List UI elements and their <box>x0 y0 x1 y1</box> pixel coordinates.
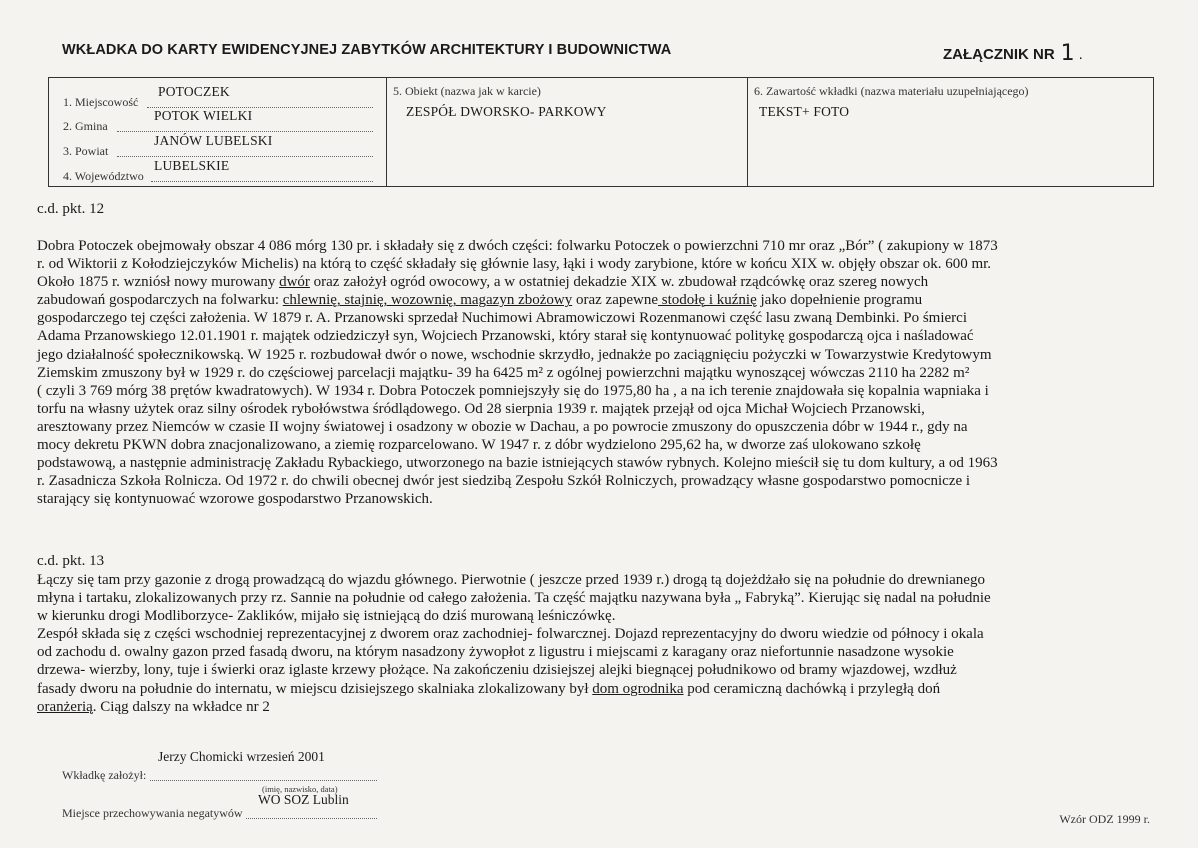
text-segment: jako dopełnienie programu <box>756 292 923 309</box>
text-segment: r. Zasadnicza Szkoła Rolnicza. Od 1972 r. do chwili obecnej dwór jest siedzibą Zespołu Szkół Rolniczych, prowadzący własne gospodarstwo pomocnicze i <box>37 473 971 490</box>
text-line <box>37 237 1155 255</box>
text-line <box>37 291 1155 309</box>
underlined-text: dom ogrodnika <box>592 680 684 697</box>
annex-suffix: . <box>1078 46 1083 63</box>
dotted-line <box>117 131 373 132</box>
object-label: 5. Obiekt (nazwa jak w karcie) <box>393 84 541 98</box>
text-segment: starający się kontynuować wzorowe gospodarstwo Przanowskich. <box>37 491 433 508</box>
text-segment: jego działalność społecznikowską. W 1925 r. rozbudował dwór o nowe, wschodnie skrzydło, jednakże po zaciągnięciu pożyczki w Towarzystwie Kredytowym <box>37 346 992 363</box>
text-segment: gospodarczego tej części założenia. W 1879 r. A. Przanowski sprzedał Nuchimowi Abramowiczowi Rozenmanowi część lasu zwaną Dembinki. Po śmierci <box>37 310 967 327</box>
field-gmina <box>63 110 373 134</box>
text-segment: . Ciąg dalszy na wkładce nr 2 <box>92 698 270 715</box>
underlined-text: stodołę i kuźnię <box>658 292 757 309</box>
text-segment: aresztowany przez Niemców w czasie II wojny światowej i osadzony w obozie w Dachau, a po powrocie zmuszony do opuszczenia dóbr w 1944 r., gdy na <box>37 418 968 435</box>
text-line <box>37 571 1155 589</box>
section-12-text <box>37 237 1155 508</box>
storage-dotted-line <box>246 818 377 819</box>
form-code: Wzór ODZ 1999 r. <box>1059 812 1150 826</box>
text-segment: r. od Wiktorii z Kołodziejczyków Michelis) na którą to część składały się głównie lasy, łąki i wody zarybione, które w końcu XIX w. objęły obszar ok. 600 mr. <box>37 256 992 273</box>
column-divider <box>747 78 748 186</box>
field-miejscowosc <box>63 86 373 110</box>
annex-heading <box>943 40 1083 65</box>
field-label: 2. Gmina <box>63 119 108 133</box>
text-segment: Około 1875 r. wzniósł nowy murowany <box>37 274 280 291</box>
storage-label: Miejsce przechowywania negatywów <box>62 806 243 820</box>
text-segment: Zespół składa się z części wschodniej reprezentacyjnej z dworem oraz zachodniej- folwarcznej. Dojazd reprezentacyjny do dworu wiedzie od północy i okala <box>37 626 984 643</box>
text-segment: oraz zapewne <box>572 292 659 309</box>
field-value: JANÓW LUBELSKI <box>154 133 273 148</box>
field-label: 4. Województwo <box>63 169 144 183</box>
text-line <box>37 472 1155 490</box>
text-segment: Ziemskim zmuszony był w 1929 r. do częściowej parcelacji majątku- 39 ha 6425 m² z ogólnej powierzchni majątku wynoszącej wówczas 2110 ha 2282 m² <box>37 364 970 381</box>
text-segment: torfu na własny użytek oraz silny ośrodek rybołówstwa śródlądowego. Od 28 sierpnia 1939 r. majątek przejął od ojca Michał Wojciech Przanowski, <box>37 400 925 417</box>
text-line <box>37 661 1155 679</box>
text-line <box>37 607 1155 625</box>
storage-value: WO SOZ Lublin <box>258 792 349 807</box>
field-wojewodztwo <box>63 160 373 184</box>
text-segment: drzewa- wierzby, lony, tuje i świerki oraz iglaste krzewy płożące. Na zakończeniu dzisiejszej alejki biegnącej południkowo od bramy wjazdowej, wzdłuż <box>37 662 957 679</box>
text-line <box>37 327 1155 345</box>
dotted-line <box>151 181 373 182</box>
field-value: POTOK WIELKI <box>154 108 253 123</box>
text-line <box>37 346 1155 364</box>
field-value: POTOCZEK <box>158 84 230 99</box>
text-segment: zabudowań gospodarczych na folwarku: <box>37 292 283 309</box>
field-label: 3. Powiat <box>63 144 109 158</box>
field-value: LUBELSKIE <box>154 158 230 173</box>
text-line <box>37 400 1155 418</box>
section-13-heading: c.d. pkt. 13 <box>37 553 105 569</box>
text-line <box>37 680 1155 698</box>
text-line <box>37 454 1155 472</box>
underlined-text: chlewnię, stajnię, wozownię, magazyn zbożowy <box>282 292 573 309</box>
text-segment: Łączy się tam przy gazonie z drogą prowadzącą do wjazdu głównego. Pierwotnie ( jeszcze przed 1939 r.) drogą tą dojeżdżało się na południe do drewnianego <box>37 572 985 588</box>
author-value: Jerzy Chomicki wrzesień 2001 <box>158 749 325 764</box>
text-line <box>37 490 1155 508</box>
annex-label: ZAŁĄCZNIK NR <box>943 46 1055 63</box>
text-line <box>37 418 1155 436</box>
text-line <box>37 273 1155 291</box>
text-line <box>37 436 1155 454</box>
section-13-text <box>37 571 1155 716</box>
text-segment: podstawową, a następnie administrację Zakładu Rybackiego, utworzonego na bazie istniejących stawów rybnych. Kolejno mieścił się tu dom kultury, a od 1963 <box>37 455 998 472</box>
field-label: 1. Miejscowość <box>63 95 139 109</box>
author-hint: (imię, nazwisko, data) <box>262 784 338 794</box>
text-line <box>37 643 1155 661</box>
annex-number: 1 <box>1060 41 1075 66</box>
text-segment: od zachodu d. owalny gazon przed fasadą dworu, na którym nasadzony żywopłot z ligustru i miejscami z karagany oraz niefortunnie nasadzone wysokie <box>37 644 954 661</box>
text-segment: ( czyli 3 769 mórg 38 prętów kwadratowych). W 1934 r. Dobra Potoczek pomniejszyły się do 1975,80 ha , a na ich terenie znajdowała się kopalnia wapniaka i <box>37 382 989 399</box>
author-label: Wkładkę założył: <box>62 768 147 782</box>
underlined-text: dwór <box>279 274 310 291</box>
field-powiat <box>63 135 373 159</box>
text-line <box>37 589 1155 607</box>
text-segment: w kierunku drogi Modliborzyce- Zaklików, mijało się istniejącą do dziś murowaną leśniczówkę. <box>37 608 616 625</box>
underlined-text: oranżerią <box>37 698 93 715</box>
contents-label: 6. Zawartość wkładki (nazwa materiału uzupełniającego) <box>754 84 1029 98</box>
text-segment: Dobra Potoczek obejmowały obszar 4 086 mórg 130 pr. i składały się z dwóch części: folwarku Potoczek o powierzchni 710 mr oraz „Bór” ( zakupiony w 1873 <box>37 238 998 254</box>
text-segment: Adama Przanowskiego 12.01.1901 r. majątek odziedziczył syn, Wojciech Przanowski, który starał się kontynuować politykę gospodarczą ojca i naśladować <box>37 328 974 345</box>
column-divider <box>386 78 387 186</box>
text-line <box>37 255 1155 273</box>
text-segment: pod ceramiczną dachówką i przyległą doń <box>683 680 941 697</box>
document-title: WKŁADKA DO KARTY EWIDENCYJNEJ ZABYTKÓW ARCHITEKTURY I BUDOWNICTWA <box>62 42 672 58</box>
text-segment: mocy dekretu PKWN dobra znacjonalizowano, a ziemię rozparcelowano. W 1947 r. z dóbr wydzielono 295,62 ha, w dworze zaś ulokowano szkołę <box>37 437 921 454</box>
text-line <box>37 698 1155 716</box>
header-form-box <box>48 77 1154 187</box>
author-dotted-line <box>150 780 377 781</box>
contents-value: TEKST+ FOTO <box>759 104 850 119</box>
section-12-heading: c.d. pkt. 12 <box>37 201 105 217</box>
text-line <box>37 382 1155 400</box>
text-line <box>37 625 1155 643</box>
text-segment: fasady dworu na południe do internatu, w miejscu dzisiejszego skalniaka zlokalizowany był <box>37 680 593 697</box>
dotted-line <box>117 156 373 157</box>
text-line <box>37 364 1155 382</box>
text-segment: oraz założył ogród owocowy, a w ostatniej dekadzie XIX w. zbudował rządcówkę oraz szereg nowych <box>309 274 929 291</box>
text-segment: młyna i tartaku, zlokalizowanych przy rz. Sannie na południe od całego założenia. Ta część majątku nazywana była „ Fabryką”. Kierując się nadal na południe <box>37 590 991 607</box>
text-line <box>37 309 1155 327</box>
object-value: ZESPÓŁ DWORSKO- PARKOWY <box>406 104 607 119</box>
